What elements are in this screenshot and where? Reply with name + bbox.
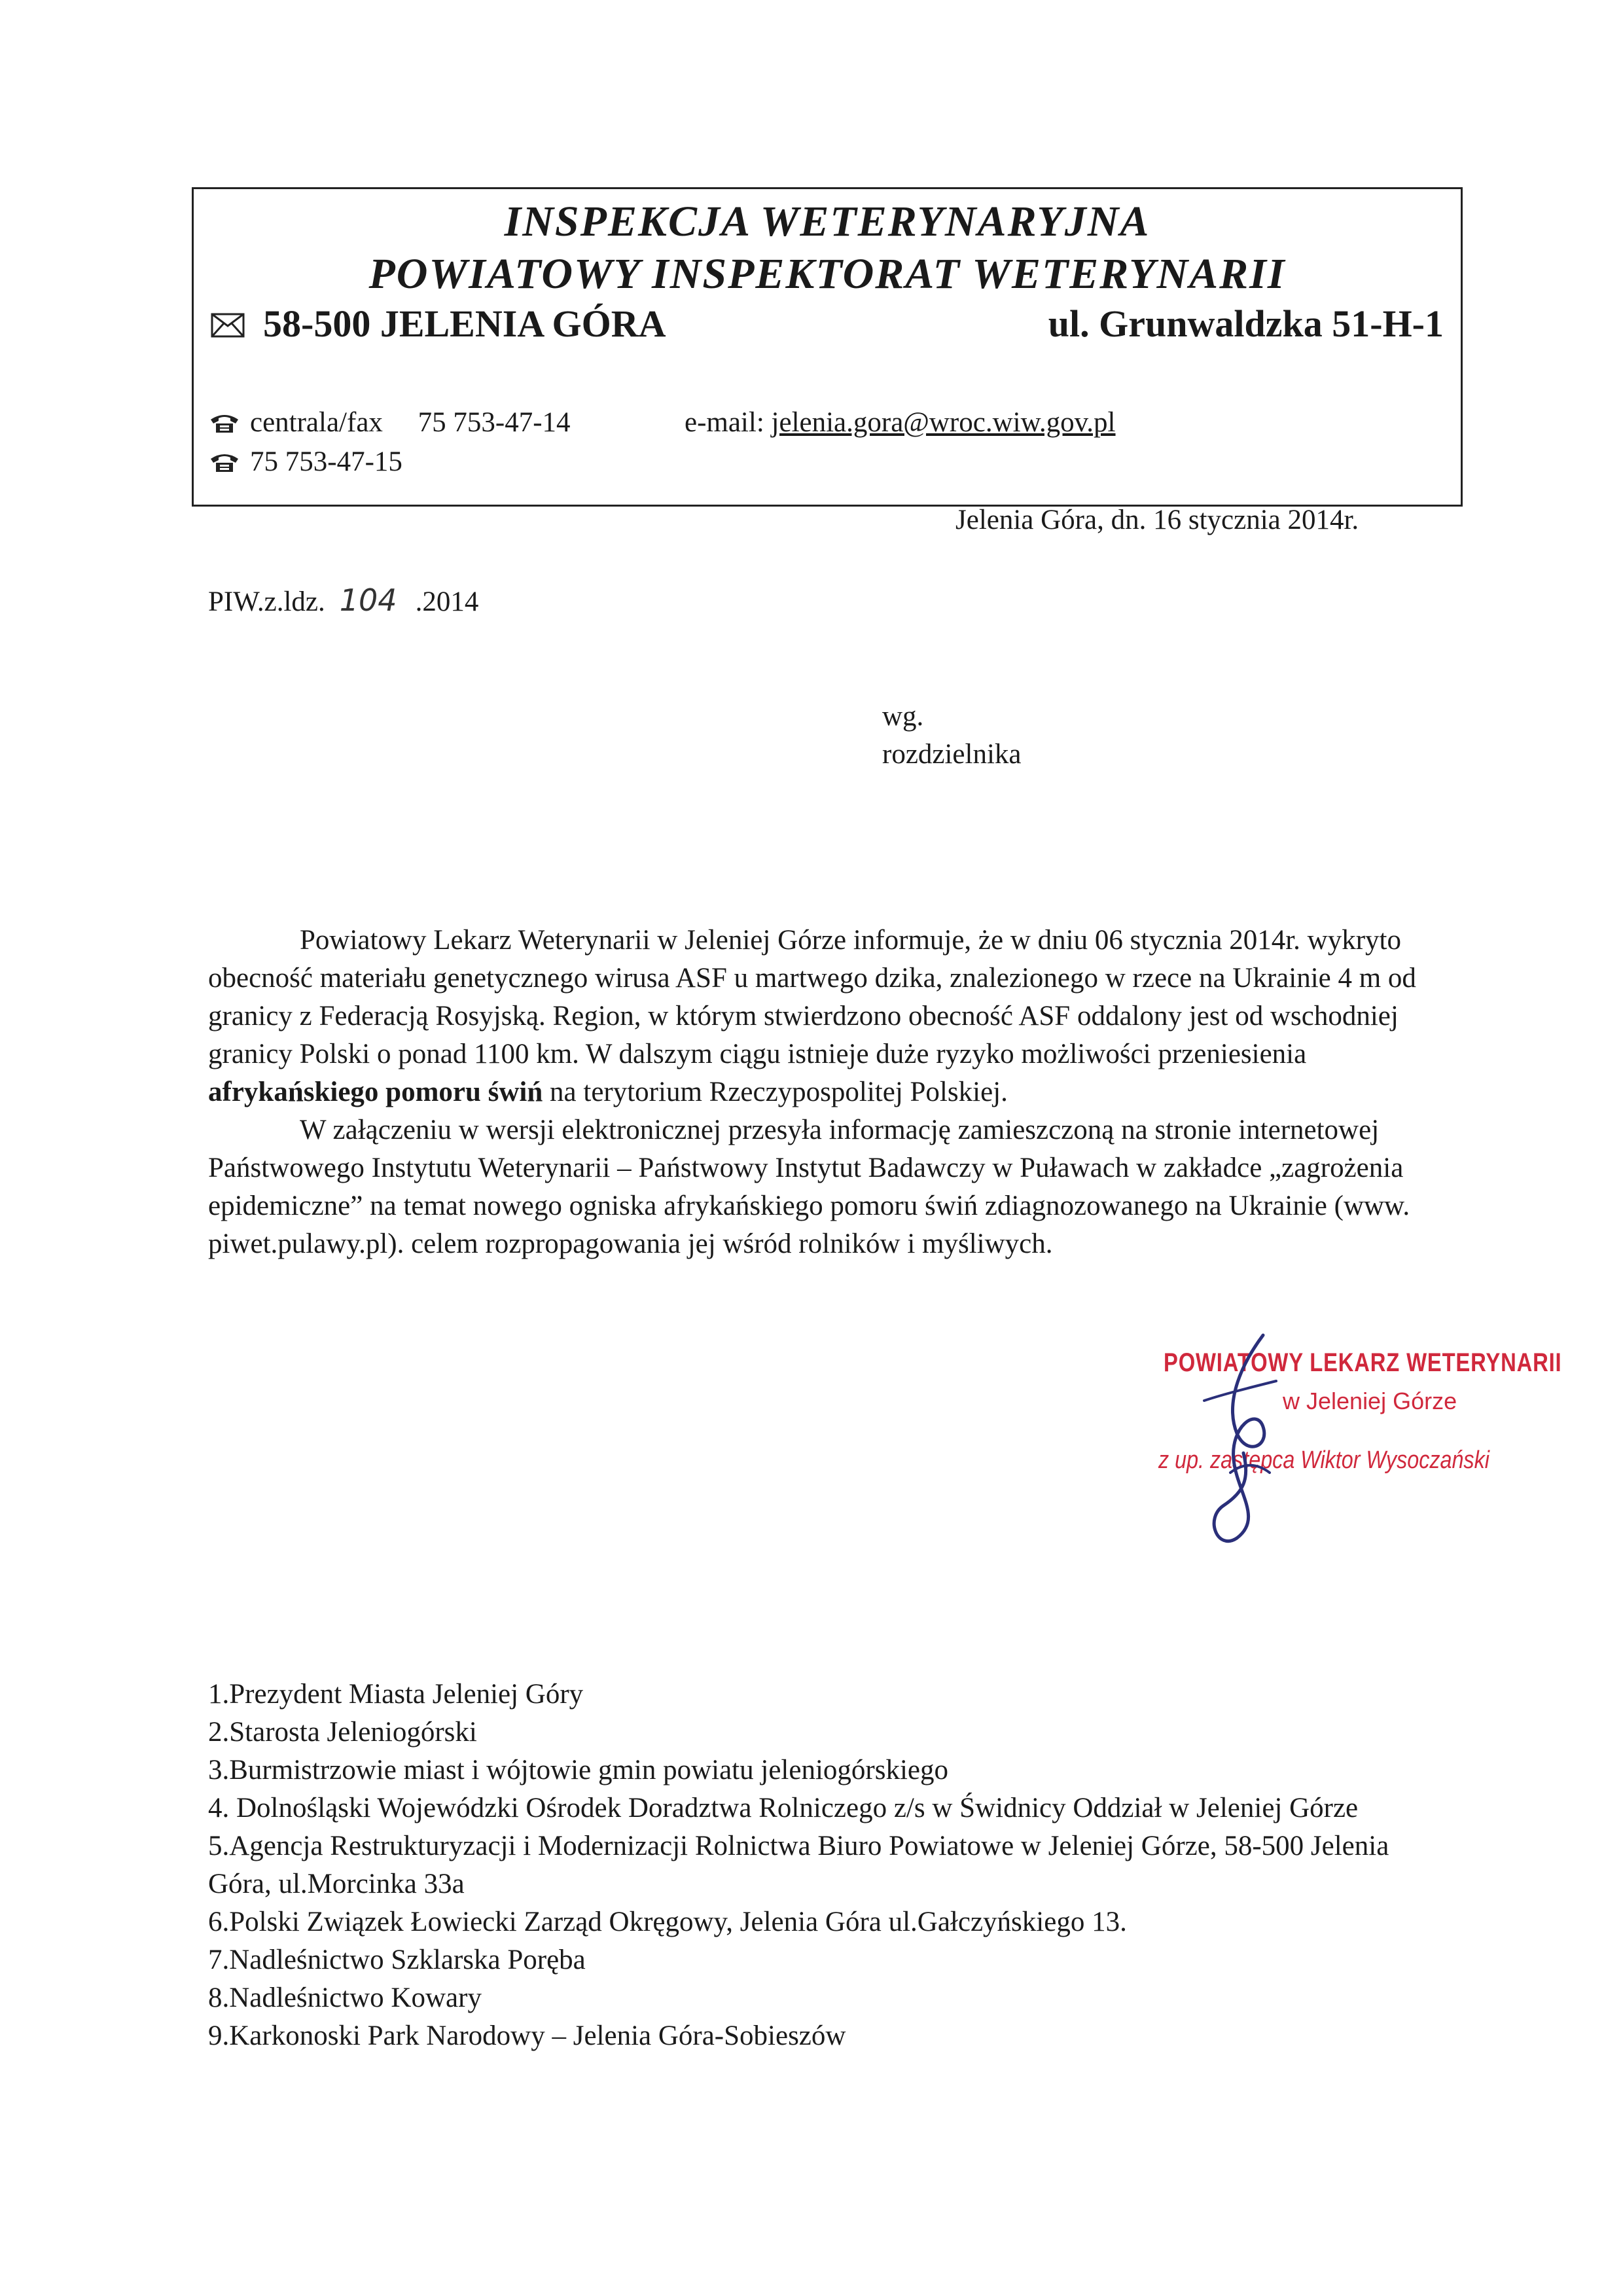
stamp-line-3: z up. zastępca Wiktor Wysoczański (1158, 1446, 1489, 1474)
list-item: 8.Nadleśnictwo Kowary (208, 1982, 482, 2013)
email-label: e-mail: (685, 407, 772, 438)
recipient (882, 698, 1022, 774)
list-item: 6.Polski Związek Łowiecki Zarząd Okręgowy, Jelenia Góra ul.Gałczyńskiego 13. (208, 1907, 1127, 1937)
address-city: 58-500 JELENIA GÓRA (263, 302, 666, 345)
handwritten-signature (1165, 1322, 1335, 1558)
date-line: Jelenia Góra, dn. 16 stycznia 2014r. (955, 505, 1359, 535)
stamp-line-1: POWIATOWY LEKARZ WETERYNARII (1164, 1348, 1562, 1377)
list-item: 3.Burmistrzowie miast i wójtowie gmin powiatu jeleniogórskiego (208, 1755, 948, 1785)
list-item: 9.Karkonoski Park Narodowy – Jelenia Góra-Sobieszów (208, 2020, 846, 2051)
recipient-line-2: rozdzielnika (882, 739, 1022, 770)
letterhead-address (211, 302, 1444, 354)
envelope-icon (211, 313, 245, 338)
telephone-icon (209, 412, 240, 434)
bold-phrase: afrykańskiego pomoru świń (208, 1077, 543, 1107)
phone-fax-line (209, 406, 571, 439)
telephone-icon (209, 451, 240, 473)
list-item: 5.Agencja Restrukturyzacji i Modernizacji Rolnictwa Biuro Powiatowe w Jeleniej Górze, 58-500 Jelenia Góra, ul.Morcinka 33a (208, 1831, 1389, 1899)
email-line (685, 406, 1116, 439)
paragraph-1: Powiatowy Lekarz Weterynarii w Jeleniej Górze informuje, że w dniu 06 stycznia 2014r. wykryto obecność materiału genetycznego wirusa ASF u martwego dzika, znalezionego w rzece na Ukrainie 4 m od granicy z Federacją Rosyjską. Region, w którym stwierdzono obecność ASF oddalony jest od wschodniej granicy Polski o ponad 1100 km. W dalszym ciągu istnieje duże ryzyko możliwości przeniesienia afrykańskiego pomoru świń na terytorium Rzeczypospolitej Polskiej. (208, 925, 1416, 1107)
paragraph-2: W załączeniu w wersji elektronicznej przesyła informację zamieszczoną na stronie internetowej Państwowego Instytutu Weterynarii – Państwowy Instytut Badawczy w Puławach w zakładce „zagrożenia epidemiczne” na temat nowego ogniska afrykańskiego pomoru świń zdiagnozowanego na Ukrainie (www. piwet.pulawy.pl). celem rozpropagowania jej wśród rolników i myśliwych. (208, 1115, 1410, 1259)
reference-prefix: PIW.z.ldz. (208, 586, 325, 617)
phone-number-2: 75 753-47-15 (250, 446, 402, 477)
recipient-line-1: wg. (882, 701, 924, 732)
distribution-list (208, 1676, 1445, 2055)
letterhead-subtitle: POWIATOWY INSPEKTORAT WETERYNARII (368, 250, 1286, 298)
list-item: 7.Nadleśnictwo Szklarska Poręba (208, 1945, 586, 1975)
letterhead (192, 187, 1463, 507)
list-item: 2.Starosta Jeleniogórski (208, 1717, 477, 1748)
address-street: ul. Grunwaldzka 51-H-1 (1048, 302, 1444, 345)
phone-line-2 (209, 446, 402, 478)
reference-number (208, 583, 478, 618)
reference-suffix: .2014 (415, 586, 479, 617)
list-item: 4. Dolnośląski Wojewódzki Ośrodek Doradztwa Rolniczego z/s w Świdnicy Oddział w Jeleniej Górze (208, 1793, 1359, 1823)
stamp-line-2: w Jeleniej Górze (1283, 1388, 1457, 1414)
list-item: 1.Prezydent Miasta Jeleniej Góry (208, 1679, 584, 1710)
reference-handwritten-number: 104 (339, 583, 397, 618)
email-link[interactable]: jelenia.gora@wroc.wiw.gov.pl (771, 407, 1116, 438)
letter-body (208, 922, 1445, 1263)
phone-fax-number: centrala/fax 75 753-47-14 (250, 407, 571, 438)
letterhead-title: INSPEKCJA WETERYNARYJNA (504, 198, 1150, 245)
